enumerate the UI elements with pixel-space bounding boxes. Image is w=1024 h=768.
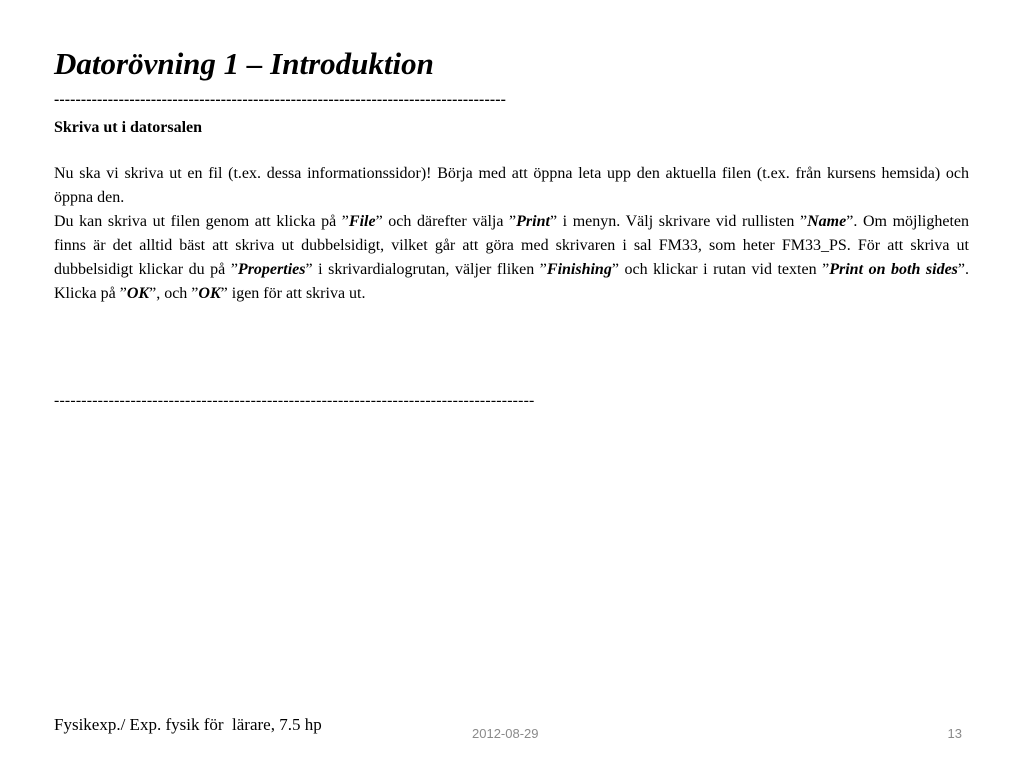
text-span: ” och klickar i rutan vid texten ” (611, 261, 830, 278)
text-span: ”. Klicka på ” (54, 261, 970, 302)
ok-term: OK (126, 285, 150, 302)
paragraph-intro: Nu ska vi skriva ut en fil (t.ex. dessa informationssidor)! Börja med att öppna leta upp den aktuella filen (t.ex. från kursens hemsida) och öppna den. (54, 165, 969, 206)
text-span: ” och därefter välja ” (375, 213, 517, 230)
text-span: ”, och ” (149, 285, 199, 302)
properties-term: Properties (237, 261, 306, 278)
text-span: ” i skrivardialogrutan, väljer fliken ” (305, 261, 547, 278)
file-menu-term: File (348, 213, 376, 230)
ok-term: OK (198, 285, 221, 302)
section-heading: Skriva ut i datorsalen (54, 119, 203, 136)
paragraph-print-instructions (54, 210, 969, 306)
print-both-sides-term: Print on both sides (829, 261, 958, 278)
footer-course-name: Fysikexp./ Exp. fysik för lärare, 7.5 hp (54, 715, 322, 734)
text-span: ” igen för att skriva ut. (220, 285, 366, 302)
bottom-dashed-rule: ---------------------------------------------------------------------------------------- (54, 392, 535, 409)
text-span: ”. Om möjligheten finns är det alltid bäst att skriva ut dubbelsidigt, vilket går att göra med skrivaren i sal FM33, som heter FM33_PS. För att skriva ut dubbelsidigt klickar du på ” (54, 213, 969, 278)
instructions-body (54, 162, 969, 306)
finishing-term: Finishing (546, 261, 612, 278)
text-span: ” i menyn. Välj skrivare vid rullisten ” (549, 213, 808, 230)
slide-title: Datorövning 1 – Introduktion (54, 46, 434, 81)
footer-page-number: 13 (947, 726, 962, 741)
name-term: Name (807, 213, 847, 230)
top-dashed-rule: ------------------------------------------------------------------------------------ (54, 91, 506, 108)
footer-date: 2012-08-29 (472, 726, 539, 741)
print-term: Print (516, 213, 550, 230)
text-span: Du kan skriva ut filen genom att klicka på ” (54, 213, 349, 230)
